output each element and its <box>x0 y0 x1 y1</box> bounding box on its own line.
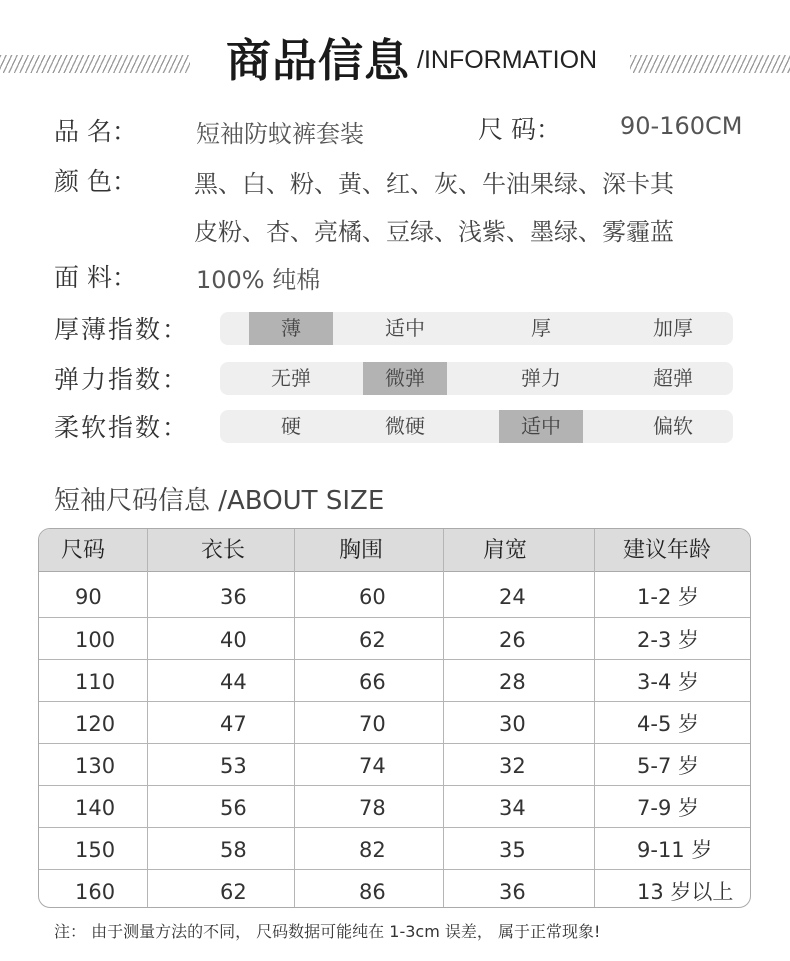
color-value-line1: 黑、白、粉、黄、红、灰、牛油果绿、深卡其 <box>194 170 674 198</box>
scale-label: 弹力指数： <box>54 365 190 394</box>
scale-label: 厚薄指数： <box>54 315 190 344</box>
table-cell: 53 <box>220 754 247 778</box>
table-cell: 70 <box>359 712 386 736</box>
table-cell: 47 <box>220 712 247 736</box>
column-divider <box>294 529 295 907</box>
fabric-label: 面 料： <box>54 263 137 292</box>
column-header: 胸围 <box>339 538 384 563</box>
table-cell: 100 <box>75 628 116 652</box>
table-cell: 9-11 岁 <box>637 838 713 862</box>
table-row <box>39 701 750 743</box>
table-cell: 35 <box>499 838 526 862</box>
table-cell: 78 <box>359 796 386 820</box>
table-cell: 4-5 岁 <box>637 712 699 736</box>
table-cell: 44 <box>220 670 247 694</box>
scale-option: 弹力 <box>521 366 561 390</box>
size-table <box>38 528 751 908</box>
scale-option-selected: 薄 <box>249 312 333 345</box>
table-cell: 40 <box>220 628 247 652</box>
table-cell: 140 <box>75 796 116 820</box>
scale-option-selected: 微弹 <box>363 362 447 395</box>
size-table-header <box>39 529 750 572</box>
table-cell: 26 <box>499 628 526 652</box>
name-label: 品 名： <box>54 117 137 146</box>
table-cell: 60 <box>359 585 386 609</box>
table-row <box>39 575 750 617</box>
decorative-hatch-right <box>630 55 790 73</box>
column-divider <box>443 529 444 907</box>
table-cell: 130 <box>75 754 116 778</box>
column-header: 建议年龄 <box>623 538 712 563</box>
size-section-title: 短袖尺码信息 /ABOUT SIZE <box>54 486 385 516</box>
scale-option: 厚 <box>531 316 551 340</box>
table-cell: 32 <box>499 754 526 778</box>
page-subtitle: /INFORMATION <box>417 46 598 74</box>
column-divider <box>147 529 148 907</box>
size-range-value: 90-160CM <box>620 112 743 140</box>
table-cell: 62 <box>220 880 247 904</box>
table-cell: 74 <box>359 754 386 778</box>
table-cell: 13 岁以上 <box>637 880 734 904</box>
scale-option: 适中 <box>385 316 425 340</box>
fabric-value: 100% 纯棉 <box>196 266 321 294</box>
column-divider <box>594 529 595 907</box>
table-row <box>39 827 750 869</box>
size-range-label: 尺 码： <box>478 115 561 144</box>
scale-option: 硬 <box>281 414 301 438</box>
table-cell: 90 <box>75 585 102 609</box>
color-value-line2: 皮粉、杏、亮橘、豆绿、浅紫、墨绿、雾霾蓝 <box>194 218 674 246</box>
table-cell: 30 <box>499 712 526 736</box>
table-row <box>39 659 750 701</box>
table-row <box>39 869 750 908</box>
table-row <box>39 785 750 827</box>
table-cell: 160 <box>75 880 116 904</box>
table-cell: 82 <box>359 838 386 862</box>
table-cell: 110 <box>75 670 116 694</box>
table-cell: 36 <box>220 585 247 609</box>
table-cell: 62 <box>359 628 386 652</box>
measurement-note: 注： 由于测量方法的不同， 尺码数据可能纯在 1-3cm 误差， 属于正常现象! <box>54 922 601 941</box>
scale-track <box>220 410 733 443</box>
table-cell: 86 <box>359 880 386 904</box>
table-cell: 24 <box>499 585 526 609</box>
table-cell: 66 <box>359 670 386 694</box>
table-cell: 28 <box>499 670 526 694</box>
page-title: 商品信息 <box>226 34 411 87</box>
table-cell: 150 <box>75 838 116 862</box>
table-cell: 7-9 岁 <box>637 796 699 820</box>
table-cell: 58 <box>220 838 247 862</box>
table-cell: 120 <box>75 712 116 736</box>
color-label: 颜 色： <box>54 167 137 196</box>
scale-track <box>220 312 733 345</box>
scale-track <box>220 362 733 395</box>
column-header: 衣长 <box>201 538 246 563</box>
scale-option: 超弹 <box>653 366 693 390</box>
table-cell: 36 <box>499 880 526 904</box>
table-row <box>39 617 750 659</box>
scale-option-selected: 适中 <box>499 410 583 443</box>
scale-option: 加厚 <box>653 316 693 340</box>
name-value: 短袖防蚊裤套装 <box>196 120 364 148</box>
table-row <box>39 743 750 785</box>
column-header: 肩宽 <box>483 538 528 563</box>
decorative-hatch-left <box>0 55 190 73</box>
table-cell: 3-4 岁 <box>637 670 699 694</box>
scale-option: 偏软 <box>653 414 693 438</box>
table-cell: 1-2 岁 <box>637 585 699 609</box>
scale-label: 柔软指数： <box>54 413 190 442</box>
column-header: 尺码 <box>61 538 106 563</box>
table-cell: 34 <box>499 796 526 820</box>
table-cell: 56 <box>220 796 247 820</box>
table-cell: 5-7 岁 <box>637 754 699 778</box>
table-cell: 2-3 岁 <box>637 628 699 652</box>
scale-option: 无弹 <box>271 366 311 390</box>
scale-option: 微硬 <box>385 414 425 438</box>
